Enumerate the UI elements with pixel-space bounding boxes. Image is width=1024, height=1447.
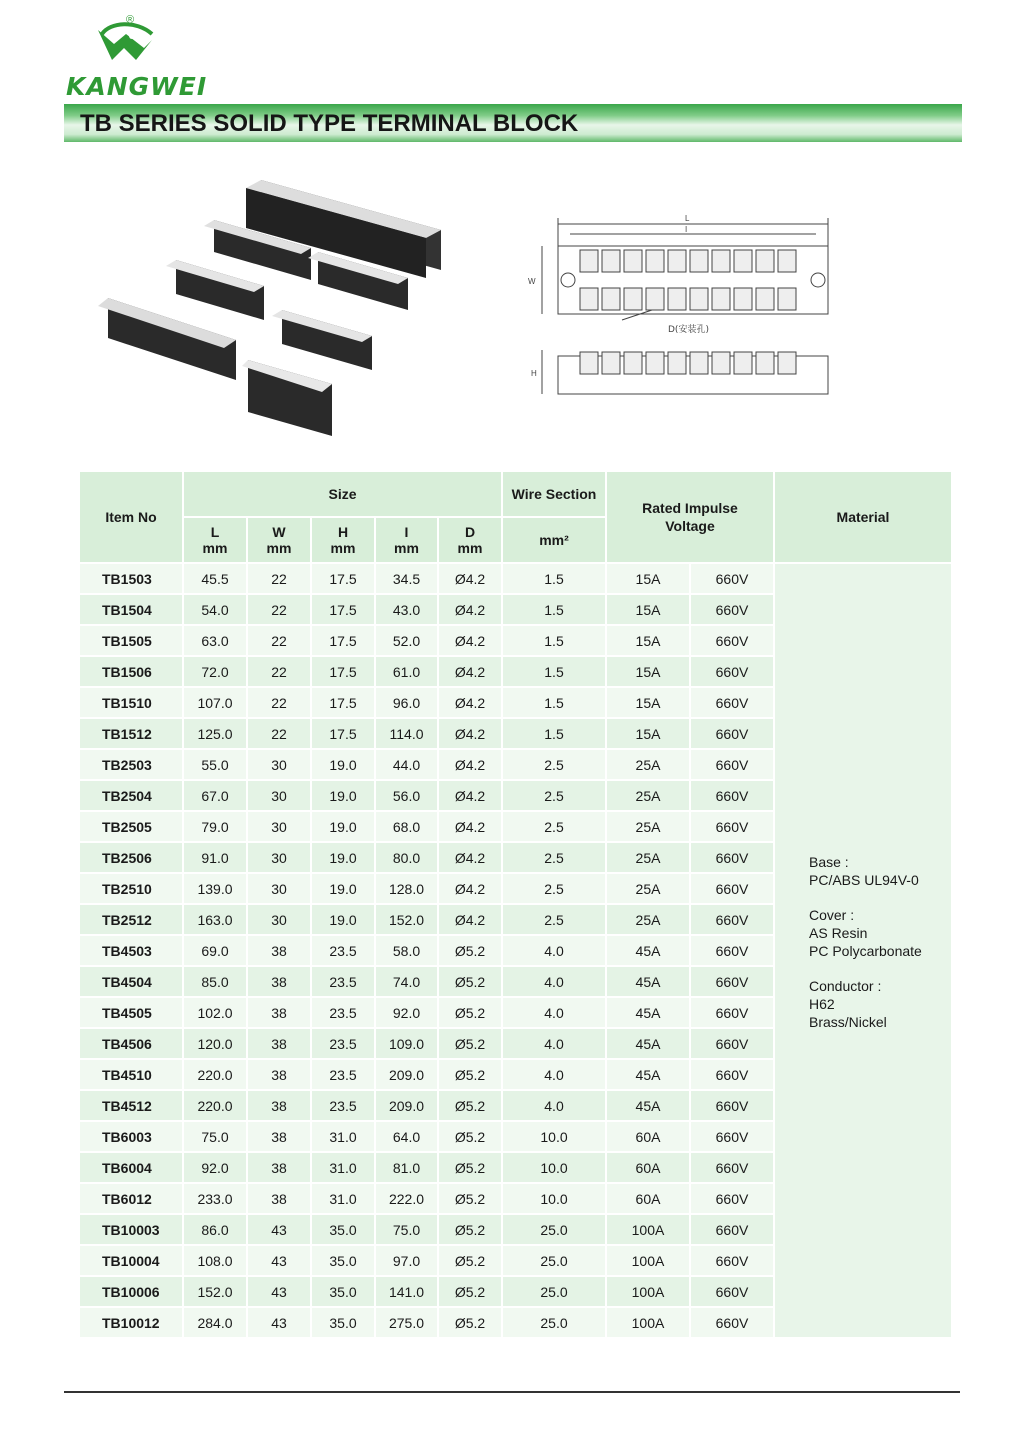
table-cell: Ø5.2	[439, 1215, 503, 1246]
dim-H-label: H	[531, 369, 537, 378]
table-cell: 43	[248, 1277, 312, 1308]
table-cell: 38	[248, 998, 312, 1029]
table-cell: 17.5	[312, 688, 376, 719]
table-cell: Ø4.2	[439, 626, 503, 657]
table-cell: Ø5.2	[439, 998, 503, 1029]
table-cell: 660V	[691, 874, 775, 905]
table-cell: Ø5.2	[439, 967, 503, 998]
table-cell: 92.0	[376, 998, 439, 1029]
table-cell: 58.0	[376, 936, 439, 967]
material-conductor-value2: Brass/Nickel	[809, 1014, 887, 1030]
header-D-unit: mm	[457, 540, 483, 556]
header-I	[376, 518, 439, 564]
table-cell: 19.0	[312, 843, 376, 874]
table-cell: 74.0	[376, 967, 439, 998]
table-cell: Ø4.2	[439, 595, 503, 626]
table-cell: 660V	[691, 967, 775, 998]
table-cell: 38	[248, 1029, 312, 1060]
table-cell: 1.5	[503, 688, 607, 719]
table-cell: 60A	[607, 1153, 691, 1184]
table-cell: 660V	[691, 905, 775, 936]
item-no-cell: TB4512	[80, 1091, 184, 1122]
item-no-cell: TB2510	[80, 874, 184, 905]
table-cell: Ø5.2	[439, 1091, 503, 1122]
table-cell: 660V	[691, 657, 775, 688]
brand-logo	[66, 14, 208, 101]
table-cell: 45A	[607, 967, 691, 998]
table-cell: Ø5.2	[439, 1308, 503, 1339]
table-cell: Ø4.2	[439, 874, 503, 905]
spec-table-body	[80, 564, 953, 1339]
table-cell: 23.5	[312, 1029, 376, 1060]
table-cell: 61.0	[376, 657, 439, 688]
table-cell: 23.5	[312, 967, 376, 998]
table-cell: 109.0	[376, 1029, 439, 1060]
table-cell: 30	[248, 874, 312, 905]
table-cell: 1.5	[503, 626, 607, 657]
table-cell: 660V	[691, 1029, 775, 1060]
material-conductor-label: Conductor :	[809, 978, 882, 994]
table-cell: 2.5	[503, 843, 607, 874]
table-cell: 22	[248, 595, 312, 626]
table-cell: 4.0	[503, 1060, 607, 1091]
table-cell: 75.0	[376, 1215, 439, 1246]
table-cell: 23.5	[312, 1091, 376, 1122]
table-cell: 660V	[691, 1215, 775, 1246]
table-cell: 22	[248, 657, 312, 688]
table-cell: 660V	[691, 1122, 775, 1153]
table-cell: 45A	[607, 936, 691, 967]
table-cell: 43	[248, 1215, 312, 1246]
header-W-unit: mm	[266, 540, 292, 556]
table-row	[80, 564, 953, 595]
table-cell: 55.0	[184, 750, 248, 781]
table-cell: Ø4.2	[439, 905, 503, 936]
table-cell: 222.0	[376, 1184, 439, 1215]
table-cell: 660V	[691, 595, 775, 626]
table-cell: 68.0	[376, 812, 439, 843]
table-cell: 10.0	[503, 1122, 607, 1153]
header-I-unit: mm	[394, 540, 419, 556]
item-no-cell: TB4510	[80, 1060, 184, 1091]
table-cell: 43	[248, 1308, 312, 1339]
item-no-cell: TB10003	[80, 1215, 184, 1246]
table-cell: 141.0	[376, 1277, 439, 1308]
footer-divider	[64, 1391, 960, 1393]
table-cell: 69.0	[184, 936, 248, 967]
item-no-cell: TB2512	[80, 905, 184, 936]
header-L-letter: L	[210, 524, 220, 540]
table-cell: 17.5	[312, 719, 376, 750]
table-cell: 96.0	[376, 688, 439, 719]
table-cell: 100A	[607, 1215, 691, 1246]
material-base-label: Base :	[809, 854, 849, 870]
table-cell: Ø5.2	[439, 1153, 503, 1184]
table-cell: 2.5	[503, 905, 607, 936]
table-cell: 17.5	[312, 595, 376, 626]
material-cover-label: Cover :	[809, 907, 855, 923]
item-no-cell: TB2505	[80, 812, 184, 843]
header-I-letter: I	[404, 524, 409, 540]
table-cell: 4.0	[503, 1029, 607, 1060]
table-cell: 85.0	[184, 967, 248, 998]
table-cell: 38	[248, 936, 312, 967]
header-wire-unit: mm²	[503, 518, 607, 564]
table-cell: 44.0	[376, 750, 439, 781]
table-cell: 10.0	[503, 1153, 607, 1184]
table-cell: 2.5	[503, 750, 607, 781]
table-cell: 30	[248, 812, 312, 843]
material-cover-value2: PC Polycarbonate	[809, 943, 922, 959]
table-cell: 4.0	[503, 1091, 607, 1122]
table-cell: 22	[248, 626, 312, 657]
dimension-drawing	[522, 210, 838, 400]
table-cell: 17.5	[312, 564, 376, 595]
table-cell: 660V	[691, 1277, 775, 1308]
item-no-cell: TB6004	[80, 1153, 184, 1184]
table-cell: 25A	[607, 843, 691, 874]
table-cell: 233.0	[184, 1184, 248, 1215]
table-cell: 17.5	[312, 626, 376, 657]
table-cell: 1.5	[503, 595, 607, 626]
table-cell: 63.0	[184, 626, 248, 657]
header-rated-voltage-text: Rated Impulse Voltage	[642, 500, 738, 534]
table-cell: 25A	[607, 812, 691, 843]
item-no-cell: TB4503	[80, 936, 184, 967]
table-cell: Ø4.2	[439, 812, 503, 843]
table-cell: 2.5	[503, 812, 607, 843]
table-cell: 31.0	[312, 1153, 376, 1184]
table-cell: 17.5	[312, 657, 376, 688]
table-cell: 152.0	[376, 905, 439, 936]
terminal-block-image	[98, 180, 441, 436]
table-cell: Ø5.2	[439, 936, 503, 967]
table-cell: 15A	[607, 657, 691, 688]
table-cell: 163.0	[184, 905, 248, 936]
table-cell: 660V	[691, 1308, 775, 1339]
item-no-cell: TB4505	[80, 998, 184, 1029]
table-cell: Ø4.2	[439, 564, 503, 595]
table-cell: 25A	[607, 874, 691, 905]
hole-label: D(安装孔)	[668, 325, 709, 335]
table-cell: 25A	[607, 905, 691, 936]
title-bar	[64, 104, 962, 142]
item-no-cell: TB2503	[80, 750, 184, 781]
item-no-cell: TB1510	[80, 688, 184, 719]
header-L-unit: mm	[202, 540, 228, 556]
page-title: TB SERIES SOLID TYPE TERMINAL BLOCK	[80, 110, 579, 137]
table-cell: 45A	[607, 1091, 691, 1122]
table-cell: 19.0	[312, 905, 376, 936]
table-cell: 38	[248, 967, 312, 998]
table-cell: 38	[248, 1184, 312, 1215]
header-W	[248, 518, 312, 564]
table-cell: 660V	[691, 564, 775, 595]
table-cell: 660V	[691, 936, 775, 967]
table-cell: 4.0	[503, 936, 607, 967]
table-cell: 25.0	[503, 1308, 607, 1339]
table-cell: 25.0	[503, 1246, 607, 1277]
table-cell: 120.0	[184, 1029, 248, 1060]
table-cell: 152.0	[184, 1277, 248, 1308]
table-cell: 209.0	[376, 1091, 439, 1122]
table-cell: 35.0	[312, 1215, 376, 1246]
table-cell: 97.0	[376, 1246, 439, 1277]
table-cell: Ø4.2	[439, 781, 503, 812]
table-cell: 660V	[691, 843, 775, 874]
header-size: Size	[184, 472, 503, 518]
table-cell: 102.0	[184, 998, 248, 1029]
table-cell: 23.5	[312, 936, 376, 967]
header-H-unit: mm	[330, 540, 356, 556]
table-cell: 92.0	[184, 1153, 248, 1184]
table-cell: 10.0	[503, 1184, 607, 1215]
table-cell: 107.0	[184, 688, 248, 719]
table-cell: 23.5	[312, 998, 376, 1029]
table-cell: 114.0	[376, 719, 439, 750]
table-cell: Ø5.2	[439, 1184, 503, 1215]
table-cell: 660V	[691, 781, 775, 812]
table-cell: 30	[248, 905, 312, 936]
table-cell: 19.0	[312, 812, 376, 843]
material-conductor-value1: H62	[809, 996, 835, 1012]
table-cell: 60A	[607, 1184, 691, 1215]
table-cell: 128.0	[376, 874, 439, 905]
table-cell: 19.0	[312, 874, 376, 905]
table-cell: 45.5	[184, 564, 248, 595]
table-cell: 45A	[607, 1029, 691, 1060]
header-W-letter: W	[272, 524, 286, 540]
table-cell: 38	[248, 1122, 312, 1153]
table-cell: 19.0	[312, 781, 376, 812]
table-cell: Ø5.2	[439, 1029, 503, 1060]
table-cell: 56.0	[376, 781, 439, 812]
table-cell: 19.0	[312, 750, 376, 781]
table-cell: 72.0	[184, 657, 248, 688]
table-cell: 209.0	[376, 1060, 439, 1091]
table-cell: 15A	[607, 688, 691, 719]
table-cell: 15A	[607, 595, 691, 626]
table-cell: 38	[248, 1153, 312, 1184]
table-cell: 25A	[607, 781, 691, 812]
table-cell: 54.0	[184, 595, 248, 626]
table-cell: 22	[248, 719, 312, 750]
table-cell: Ø4.2	[439, 750, 503, 781]
table-cell: 15A	[607, 719, 691, 750]
table-cell: 31.0	[312, 1184, 376, 1215]
table-cell: 660V	[691, 812, 775, 843]
table-cell: 100A	[607, 1246, 691, 1277]
table-cell: 45A	[607, 1060, 691, 1091]
table-cell: 15A	[607, 564, 691, 595]
table-cell: Ø4.2	[439, 657, 503, 688]
table-cell: 81.0	[376, 1153, 439, 1184]
table-cell: 660V	[691, 1060, 775, 1091]
table-cell: 22	[248, 564, 312, 595]
table-cell: 30	[248, 843, 312, 874]
item-no-cell: TB1505	[80, 626, 184, 657]
table-cell: Ø5.2	[439, 1246, 503, 1277]
table-cell: 125.0	[184, 719, 248, 750]
table-cell: 660V	[691, 1184, 775, 1215]
table-cell: Ø5.2	[439, 1277, 503, 1308]
cover-block	[809, 906, 951, 960]
table-cell: 91.0	[184, 843, 248, 874]
header-D-letter: D	[464, 524, 476, 540]
table-cell: 64.0	[376, 1122, 439, 1153]
table-cell: 220.0	[184, 1091, 248, 1122]
table-cell: 108.0	[184, 1246, 248, 1277]
item-no-cell: TB10004	[80, 1246, 184, 1277]
registered-mark: ®	[126, 14, 135, 26]
spec-table	[80, 472, 953, 1339]
table-cell: 35.0	[312, 1277, 376, 1308]
table-cell: 38	[248, 1091, 312, 1122]
table-cell: 75.0	[184, 1122, 248, 1153]
table-cell: 86.0	[184, 1215, 248, 1246]
item-no-cell: TB10012	[80, 1308, 184, 1339]
table-cell: 38	[248, 1060, 312, 1091]
table-cell: 660V	[691, 998, 775, 1029]
material-base-value: PC/ABS UL94V-0	[809, 872, 919, 888]
table-cell: 1.5	[503, 564, 607, 595]
header-H-letter: H	[337, 524, 349, 540]
table-cell: 23.5	[312, 1060, 376, 1091]
table-cell: 660V	[691, 1153, 775, 1184]
header-H	[312, 518, 376, 564]
table-cell: 100A	[607, 1277, 691, 1308]
table-cell: 25A	[607, 750, 691, 781]
table-cell: 35.0	[312, 1246, 376, 1277]
table-cell: 67.0	[184, 781, 248, 812]
item-no-cell: TB6003	[80, 1122, 184, 1153]
header-rated-voltage	[607, 472, 775, 564]
table-cell: 25.0	[503, 1215, 607, 1246]
table-cell: 284.0	[184, 1308, 248, 1339]
header-material: Material	[775, 472, 953, 564]
base-block	[809, 853, 951, 889]
table-cell: 660V	[691, 1091, 775, 1122]
table-cell: Ø4.2	[439, 843, 503, 874]
table-cell: 35.0	[312, 1308, 376, 1339]
table-cell: 4.0	[503, 967, 607, 998]
table-cell: 275.0	[376, 1308, 439, 1339]
table-cell: 139.0	[184, 874, 248, 905]
conductor-block	[809, 977, 951, 1031]
item-no-cell: TB4506	[80, 1029, 184, 1060]
table-cell: 43.0	[376, 595, 439, 626]
item-no-cell: TB1512	[80, 719, 184, 750]
item-no-cell: TB2504	[80, 781, 184, 812]
table-cell: 660V	[691, 719, 775, 750]
table-cell: 15A	[607, 626, 691, 657]
item-no-cell: TB4504	[80, 967, 184, 998]
table-cell: 25.0	[503, 1277, 607, 1308]
table-cell: 660V	[691, 1246, 775, 1277]
table-cell: Ø5.2	[439, 1122, 503, 1153]
dim-W-label: W	[528, 277, 536, 286]
table-cell: Ø5.2	[439, 1060, 503, 1091]
table-cell: 30	[248, 781, 312, 812]
table-cell: 30	[248, 750, 312, 781]
material-cell	[775, 564, 953, 1339]
header-L	[184, 518, 248, 564]
item-no-cell: TB1504	[80, 595, 184, 626]
product-photo	[96, 170, 456, 445]
dim-L-label: L	[685, 214, 690, 223]
table-cell: 1.5	[503, 657, 607, 688]
header-item-no: Item No	[80, 472, 184, 564]
table-cell: 220.0	[184, 1060, 248, 1091]
table-cell: Ø4.2	[439, 688, 503, 719]
table-cell: 660V	[691, 688, 775, 719]
table-cell: 43	[248, 1246, 312, 1277]
dim-I-label: I	[685, 225, 688, 234]
table-cell: 79.0	[184, 812, 248, 843]
table-cell: 52.0	[376, 626, 439, 657]
table-cell: 34.5	[376, 564, 439, 595]
header-wire-section: Wire Section	[503, 472, 607, 518]
table-cell: 22	[248, 688, 312, 719]
table-cell: 2.5	[503, 781, 607, 812]
table-cell: Ø4.2	[439, 719, 503, 750]
table-cell: 31.0	[312, 1122, 376, 1153]
table-cell: 100A	[607, 1308, 691, 1339]
table-cell: 1.5	[503, 719, 607, 750]
item-no-cell: TB1506	[80, 657, 184, 688]
table-cell: 80.0	[376, 843, 439, 874]
table-cell: 660V	[691, 750, 775, 781]
item-no-cell: TB1503	[80, 564, 184, 595]
item-no-cell: TB10006	[80, 1277, 184, 1308]
table-cell: 4.0	[503, 998, 607, 1029]
table-cell: 2.5	[503, 874, 607, 905]
header-D	[439, 518, 503, 564]
item-no-cell: TB6012	[80, 1184, 184, 1215]
table-cell: 60A	[607, 1122, 691, 1153]
brand-name: KANGWEI	[66, 72, 208, 101]
table-cell: 45A	[607, 998, 691, 1029]
material-cover-value1: AS Resin	[809, 925, 868, 941]
table-cell: 660V	[691, 626, 775, 657]
item-no-cell: TB2506	[80, 843, 184, 874]
